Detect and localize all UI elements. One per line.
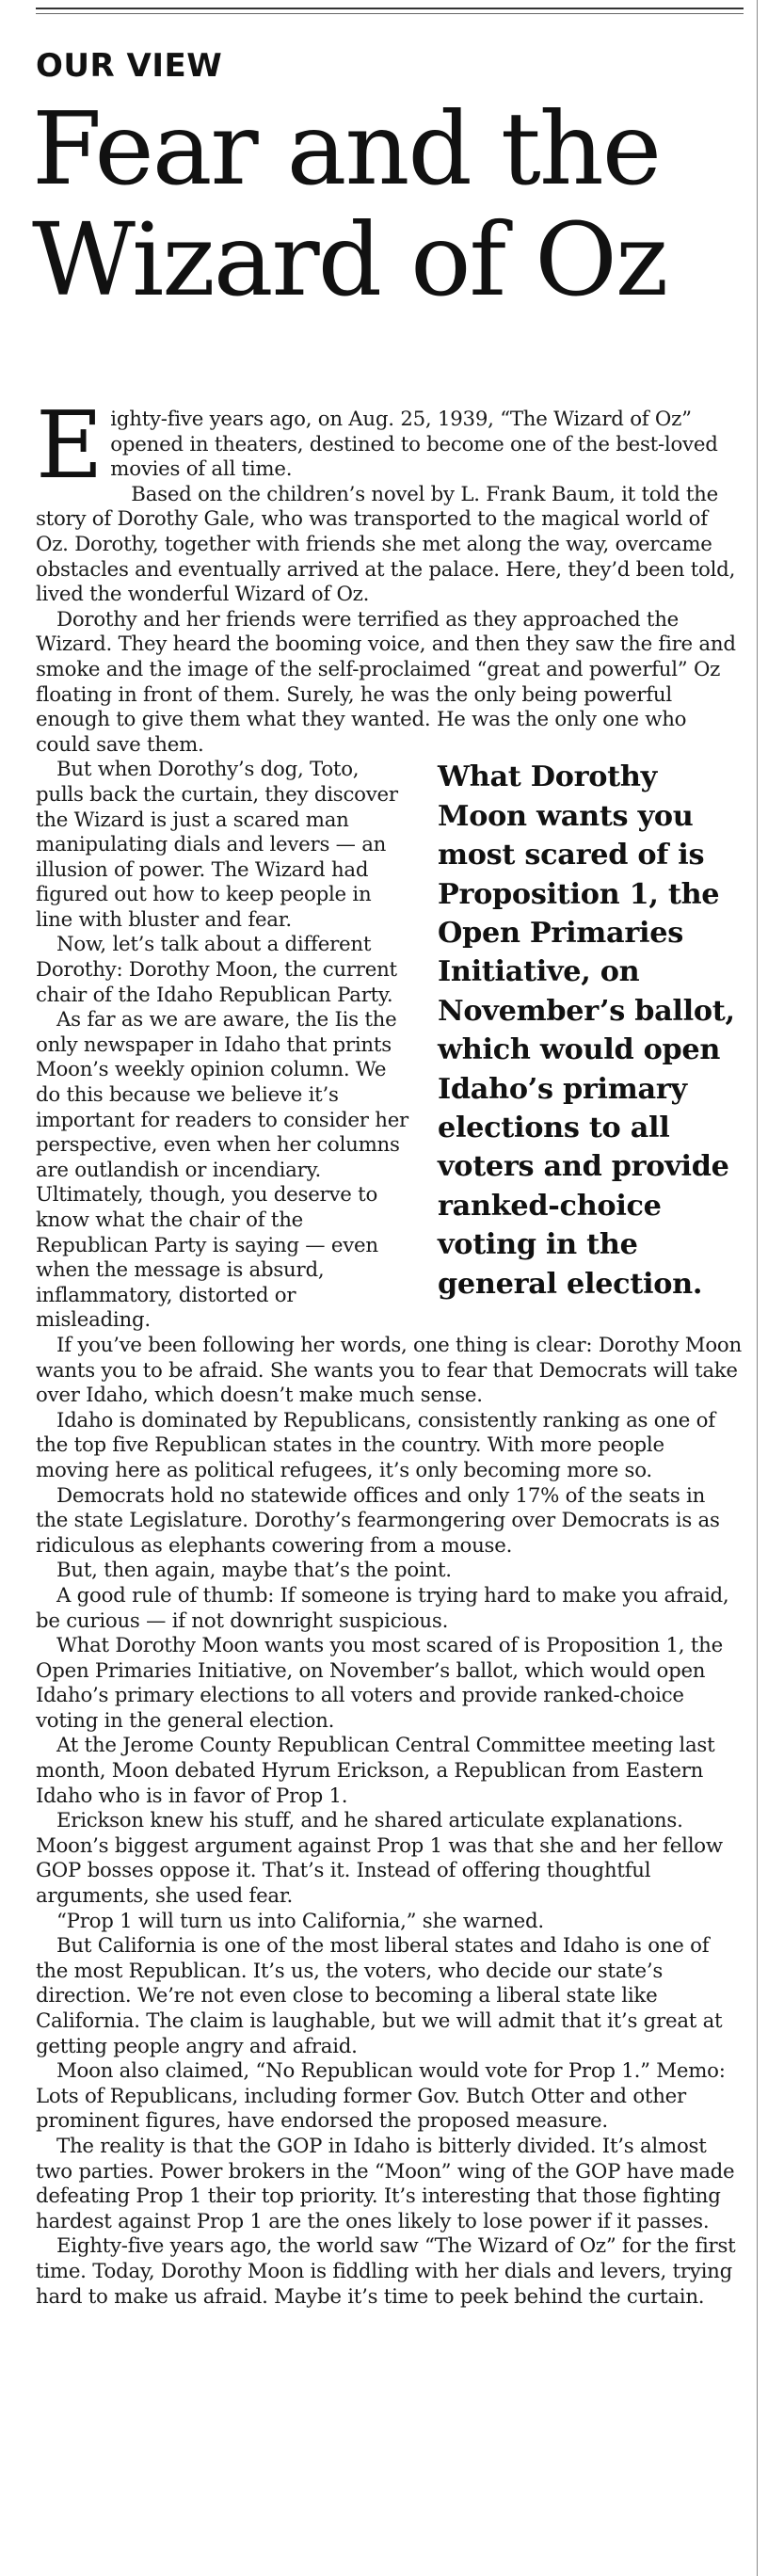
article-paragraph-1: Eighty-five years ago, on Aug. 25, 1939, “The Wizard of Oz” opened in theaters, destined to become one of the best-loved movies of all time. [36,392,718,500]
article-paragraph-10: But, then again, maybe that’s the point. [56,1559,452,1583]
article-paragraph-12: What Dorothy Moon wants you most scared of is Proposition 1, the Open Primaries Initiative, on November’s ballot, which would open Idaho’s primary elections to all voters and provide ranked-choice voting in the general election. [36,1634,723,1733]
top-rule [36,8,744,9]
article-paragraph-8: Idaho is dominated by Republicans, consistently ranking as one of the top five Republican states in the country. With more people moving here as political refugees, it’s only becoming more so. [36,1408,715,1482]
article-paragraph-19: Eighty-five years ago, the world saw “The Wizard of Oz” for the first time. Today, Dorothy Moon is fiddling with her dials and levers, trying hard to make us afraid. Maybe it’s time to peek behind the curtain. [36,2234,736,2309]
article-paragraph-3: Dorothy and her friends were terrified as they approached the Wizard. They heard the booming voice, and then they saw the fire and smoke and the image of the self-proclaimed “great and powerful” Oz floating in front of them. Surely, he was the only being powerful enough to give them what they wanted. He was the only one who could save them. [36,607,736,757]
headline-line-1: Fear and the [32,91,661,208]
article-paragraph-5: Now, let’s talk about a different Dorothy: Dorothy Moon, the current chair of the Idaho Republican Party. [36,933,397,1007]
pull-quote: What Dorothy Moon wants you most scared of is Proposition 1, the Open Primaries Initiative, on November’s ballot, which would open Idaho’s primary elections to all voters and provide ranked-choice voting in the general election. [438,760,735,1301]
article-paragraph-18: The reality is that the GOP in Idaho is bitterly divided. It’s almost two parties. Power brokers in the “Moon” wing of the GOP have made defeating Prop 1 their top priority. It’s interesting that those fighting hardest against Prop 1 are the ones likely to lose power if it passes. [36,2134,735,2233]
article-paragraph-17: Moon also claimed, “No Republican would vote for Prop 1.” Memo: Lots of Republicans, including former Gov. Butch Otter and other prominent figures, have endorsed the proposed measure. [36,2059,726,2134]
top-rule-thin [36,13,744,14]
article-paragraph-4: But when Dorothy’s dog, Toto, pulls back the curtain, they discover the Wizard is just a scared man manipulating dials and levers — an illusion of power. The Wizard had figured out how to keep people in line with bluster and fear. [36,758,398,932]
column-rule [757,0,758,2576]
headline [32,91,757,319]
section-kicker: OUR VIEW [36,47,223,85]
article-paragraph-11: A good rule of thumb: If someone is trying hard to make you afraid, be curious — if not downright suspicious. [36,1583,729,1633]
article-paragraph-6: As far as we are aware, the Iis the only newspaper in Idaho that prints Moon’s weekly opinion column. We do this because we believe it’s important for readers to consider her perspective, even when her columns are outlandish or incendiary. Ultimately, though, you deserve to know what the chair of the Republican Party is saying — even when the message is absurd, inflammatory, distorted or misleading. [36,1008,408,1333]
article-body [36,392,744,2310]
headline-line-2: Wizard of Oz [32,202,667,319]
article-paragraph-15: “Prop 1 will turn us into California,” she warned. [56,1909,544,1933]
article-paragraph-13: At the Jerome County Republican Central Committee meeting last month, Moon debated Hyrum Erickson, a Republican from Eastern Idaho who is in favor of Prop 1. [36,1734,715,1808]
article-paragraph-14: Erickson knew his stuff, and he shared articulate explanations. Moon’s biggest argument against Prop 1 was that she and her fellow GOP bosses oppose it. That’s it. Instead of offering thoughtful arguments, she used fear. [36,1809,723,1909]
article-paragraph-2: Based on the children’s novel by L. Frank Baum, it told the story of Dorothy Gale, who was transported to the magical world of Oz. Dorothy, together with friends she met along the way, overcame obstacles and eventually arrived at the palace. Here, they’d been told, lived the wonderful Wizard of Oz. [36,482,736,607]
article-paragraph-7: If you’ve been following her words, one thing is clear: Dorothy Moon wants you to be afraid. She wants you to fear that Democrats will take over Idaho, which doesn’t make much sense. [36,1333,742,1408]
article-paragraph-16: But California is one of the most liberal states and Idaho is one of the most Republican. It’s us, the voters, who decide our state’s direction. We’re not even close to becoming a liberal state like California. The claim is laughable, but we will admit that it’s great at getting people angry and afraid. [36,1934,723,2058]
drop-cap: E [36,392,104,500]
article-paragraph-9: Democrats hold no statewide offices and only 17% of the seats in the state Legislature. Dorothy’s fearmongering over Democrats is as ridiculous as elephants cowering from a mouse. [36,1483,720,1558]
